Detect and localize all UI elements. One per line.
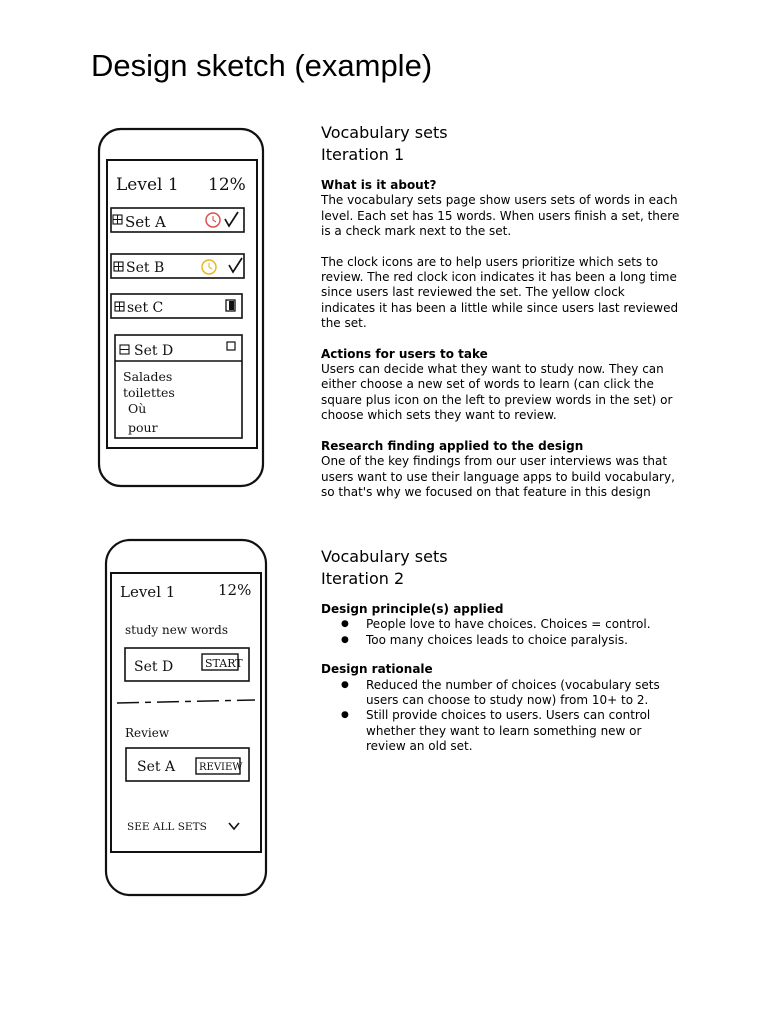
review-set-card	[126, 748, 249, 781]
phone-sketch-iteration-2	[103, 537, 273, 899]
progress-box-icon	[226, 300, 235, 311]
set-row-d-expanded	[115, 335, 242, 438]
list-item: ● Too many choices leads to choice paralysis.	[321, 633, 681, 648]
dashed-divider	[117, 700, 255, 703]
rationale-list	[321, 678, 681, 755]
iteration-2-description	[321, 546, 681, 769]
yellow-clock-icon	[202, 260, 216, 274]
expand-plus-icon	[113, 215, 122, 224]
block-text: The vocabulary sets page show users sets of words in each level. Each set has 15 words. When users finish a set, there is a check mark next to the set.	[321, 193, 680, 239]
set-row-b	[111, 254, 244, 278]
list-item: ● Still provide choices to users. Users can control whether they want to learn something new or review an old set.	[321, 708, 681, 754]
actions-block	[321, 347, 681, 424]
set-name: set C	[127, 300, 164, 316]
study-heading: study new words	[125, 623, 228, 637]
level-label: Level 1	[120, 583, 176, 601]
set-row-a	[111, 208, 244, 232]
start-button-label: START	[205, 657, 243, 670]
principles-title: Design principle(s) applied	[321, 602, 504, 616]
phone-screen	[111, 573, 261, 852]
set-name: Set D	[134, 343, 174, 359]
red-clock-icon	[206, 213, 220, 227]
section-heading-line1: Vocabulary sets	[321, 547, 448, 566]
section-heading-line2: Iteration 1	[321, 145, 405, 164]
check-mark-icon	[229, 258, 242, 272]
study-set-card	[125, 648, 249, 681]
block-title: Actions for users to take	[321, 346, 488, 361]
block-title: Research finding applied to the design	[321, 438, 584, 453]
level-percent: 12%	[218, 581, 252, 599]
what-is-it-about-block	[321, 178, 681, 240]
set-row-c	[111, 294, 242, 318]
check-mark-icon	[225, 212, 238, 226]
list-item: ● People love to have choices. Choices = control.	[321, 617, 681, 632]
block-title: What is it about?	[321, 178, 437, 192]
iteration-1-description	[321, 122, 681, 515]
block-text: One of the key findings from our user interviews was that users want to use their language apps to build vocabulary, so that's why we focused on that feature in this design	[321, 454, 675, 499]
word-item: pour	[128, 420, 158, 435]
block-text: Users can decide what they want to study now. They can either choose a new set of words to learn (can click the square plus icon on the left to preview words in the set) or choose which sets they want to review.	[321, 362, 673, 423]
collapse-minus-icon	[120, 345, 129, 354]
section-heading-line1: Vocabulary sets	[321, 123, 448, 142]
list-item: ● Reduced the number of choices (vocabulary sets users can choose to study now) from 10+ to 2.	[321, 678, 681, 709]
clock-icons-block	[321, 255, 681, 332]
word-item: Salades	[123, 369, 173, 384]
set-name: Set A	[137, 759, 176, 775]
set-name: Set A	[125, 213, 166, 231]
rationale-title: Design rationale	[321, 662, 433, 677]
expand-plus-icon	[115, 302, 124, 311]
principles-list	[321, 617, 681, 648]
chevron-down-icon	[229, 823, 239, 829]
set-name: Set D	[134, 659, 174, 675]
page-title: Design sketch (example)	[91, 48, 433, 83]
section-heading-line2: Iteration 2	[321, 569, 405, 588]
word-item: toilettes	[123, 385, 175, 400]
see-all-sets-label: SEE ALL SETS	[127, 821, 207, 833]
research-finding-block	[321, 439, 681, 501]
section-heading	[321, 546, 681, 590]
expand-plus-icon	[114, 262, 123, 271]
section-heading	[321, 122, 681, 166]
level-percent: 12%	[208, 175, 246, 195]
review-heading: Review	[125, 726, 170, 740]
word-item: Où	[128, 401, 147, 416]
review-button-label: REVIEW	[199, 762, 243, 773]
set-name: Set B	[126, 260, 165, 276]
phone-sketch-iteration-1	[96, 126, 268, 490]
unchecked-square-icon	[227, 342, 235, 350]
block-text: The clock icons are to help users prioritize which sets to review. The red clock icon indicates it has been a long time since users last reviewed the set. The yellow clock indicates it has been a little while since users last reviewed the set.	[321, 254, 679, 331]
level-label: Level 1	[116, 175, 179, 195]
